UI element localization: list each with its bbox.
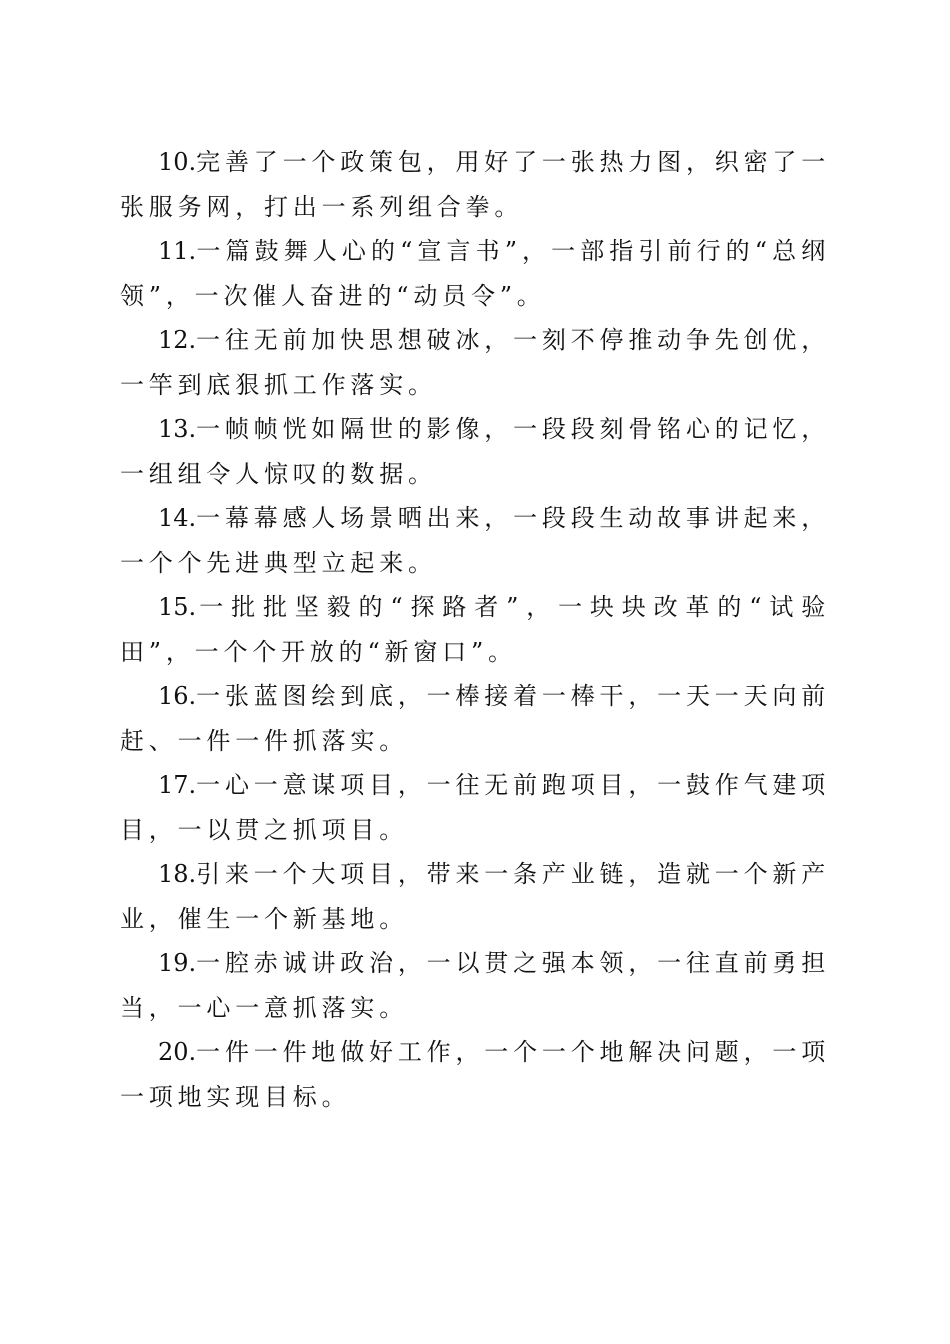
list-item: [120, 763, 830, 852]
item-number: 11.: [158, 237, 197, 265]
item-number: 14.: [158, 504, 197, 532]
list-item: [120, 140, 830, 229]
item-number: 16.: [158, 682, 197, 710]
list-item: [120, 1030, 830, 1119]
list-item: [120, 674, 830, 763]
list-item: [120, 229, 830, 318]
item-number: 20.: [158, 1038, 197, 1066]
list-item: [120, 318, 830, 407]
item-text: 完善了一个政策包，用好了一张热力图，织密了一张服务网，打出一系列组合拳。: [120, 148, 830, 221]
item-text: 一幕幕感人场景晒出来，一段段生动故事讲起来，一个个先进典型立起来。: [120, 504, 830, 577]
item-number: 10.: [158, 148, 197, 176]
item-text: 一心一意谋项目，一往无前跑项目，一鼓作气建项目，一以贯之抓项目。: [120, 771, 830, 844]
item-text: 一篇鼓舞人心的“宣言书”，一部指引前行的“总纲领”，一次催人奋进的“动员令”。: [120, 237, 830, 310]
item-number: 17.: [158, 771, 197, 799]
list-item: [120, 407, 830, 496]
item-text: 一帧帧恍如隔世的影像，一段段刻骨铭心的记忆，一组组令人惊叹的数据。: [120, 415, 830, 488]
item-number: 18.: [158, 860, 197, 888]
list-item: [120, 496, 830, 585]
list-item: [120, 852, 830, 941]
item-number: 13.: [158, 415, 197, 443]
item-number: 19.: [158, 949, 197, 977]
item-number: 12.: [158, 326, 197, 354]
item-text: 一批批坚毅的“探路者”，一块块改革的“试验田”，一个个开放的“新窗口”。: [120, 593, 830, 666]
item-text: 引来一个大项目，带来一条产业链，造就一个新产业，催生一个新基地。: [120, 860, 830, 933]
item-number: 15.: [158, 593, 197, 621]
item-text: 一张蓝图绘到底，一棒接着一棒干，一天一天向前赶、一件一件抓落实。: [120, 682, 830, 755]
item-text: 一往无前加快思想破冰，一刻不停推动争先创优，一竿到底狠抓工作落实。: [120, 326, 830, 399]
list-item: [120, 941, 830, 1030]
item-text: 一腔赤诚讲政治，一以贯之强本领，一往直前勇担当，一心一意抓落实。: [120, 949, 830, 1022]
item-text: 一件一件地做好工作，一个一个地解决问题，一项一项地实现目标。: [120, 1038, 830, 1111]
list-item: [120, 585, 830, 674]
